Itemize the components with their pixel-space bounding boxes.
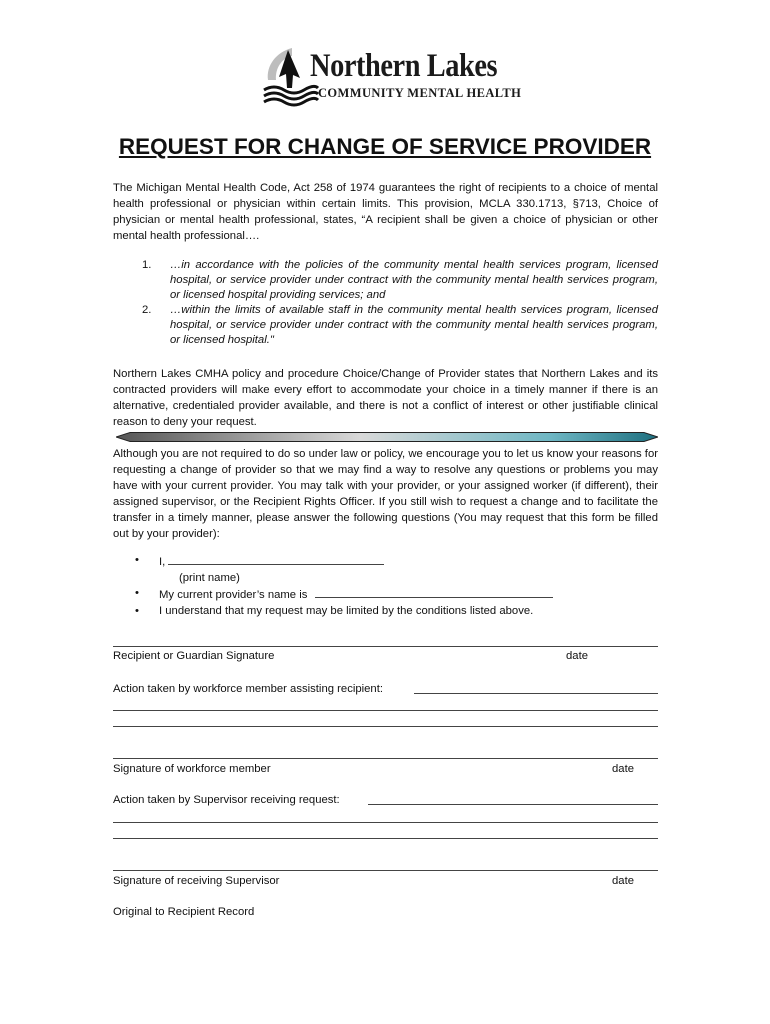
list-item [113, 586, 658, 604]
logo-subtitle: COMMUNITY MENTAL HEALTH [318, 86, 522, 100]
print-name-hint: (print name) [179, 571, 240, 584]
print-name-prefix: I, [159, 556, 166, 568]
encourage-paragraph: Although you are not required to do so under law or policy, we encourage you to let us know your reasons for requesting a change of provider so that we may find a way to resolve any questions or problems you may have with your current provider. You may talk with your provider, or your assigned worker (if different), their assigned supervisor, or the Recipient Rights Officer. If you still wish to request a change and to facilitate the transfer in a timely manner, please answer the following questions (You may request that this form be filled out by your provider): [113, 448, 658, 540]
supervisor-signature-label: Signature of receiving Supervisor [113, 875, 280, 887]
workforce-action-field[interactable] [414, 693, 658, 694]
supervisor-action-line[interactable] [113, 822, 658, 823]
provider-name-label: My current provider’s name is [159, 589, 308, 601]
provider-name-field[interactable] [315, 586, 553, 598]
logo-title: Northern Lakes [310, 48, 498, 84]
original-record-note: Original to Recipient Record [113, 906, 255, 918]
supervisor-signature-field[interactable] [113, 870, 658, 871]
workforce-signature-label: Signature of workforce member [113, 763, 271, 775]
list-item [113, 553, 658, 571]
supervisor-action-field[interactable] [368, 804, 658, 805]
list-item-text: …within the limits of available staff in the community mental health services program, licensed hospital, or service provider under contract with the community mental health services program, or licensed hospital." [170, 304, 658, 346]
supervisor-date-label: date [612, 875, 634, 887]
workforce-action-line[interactable] [113, 710, 658, 711]
workforce-signature-field[interactable] [113, 758, 658, 759]
supervisor-action-line[interactable] [113, 838, 658, 839]
request-bullets [113, 553, 658, 619]
workforce-action-label: Action taken by workforce member assisting recipient: [113, 683, 383, 695]
policy-paragraph: Northern Lakes CMHA policy and procedure Choice/Change of Provider states that Northern Lakes and its contracted providers will make every effort to accommodate your choice in a timely manner if there is an alternative, credentialed provider available, and there is not a conflict of interest or other justifiable clinical reason to deny your request. [113, 368, 658, 428]
understand-statement: I understand that my request may be limited by the conditions listed above. [159, 604, 534, 617]
northern-lakes-logo [262, 44, 522, 108]
recipient-signature-field[interactable] [113, 646, 658, 647]
decorative-divider [116, 431, 658, 443]
supervisor-action-label: Action taken by Supervisor receiving request: [113, 794, 340, 806]
intro-paragraph: The Michigan Mental Health Code, Act 258 of 1974 guarantees the right of recipients to a choice of mental health professional or physician within certain limits. This provision, MCLA 330.1713, §713, Choice of physician or mental health professional, states, “A recipient shall be given a choice of physician or other mental health professional…. [113, 182, 658, 242]
list-item-text: …in accordance with the policies of the community mental health services program, licensed hospital, or service provider under contract with the community mental health services program, or licensed hospital providing services; and [170, 259, 658, 301]
workforce-date-label: date [612, 763, 634, 775]
list-item [113, 604, 658, 620]
numbered-list [113, 258, 658, 348]
list-item [113, 258, 658, 303]
list-number: 1. [142, 259, 152, 271]
bullet-icon: • [135, 604, 139, 617]
print-name-field[interactable] [168, 553, 384, 565]
page-title: REQUEST FOR CHANGE OF SERVICE PROVIDER [118, 134, 652, 159]
bullet-icon: • [135, 554, 139, 566]
list-item [113, 303, 658, 348]
recipient-date-label: date [566, 650, 588, 662]
recipient-signature-label: Recipient or Guardian Signature [113, 650, 275, 662]
bullet-icon: • [135, 587, 139, 599]
list-number: 2. [142, 304, 152, 316]
workforce-action-line[interactable] [113, 726, 658, 727]
